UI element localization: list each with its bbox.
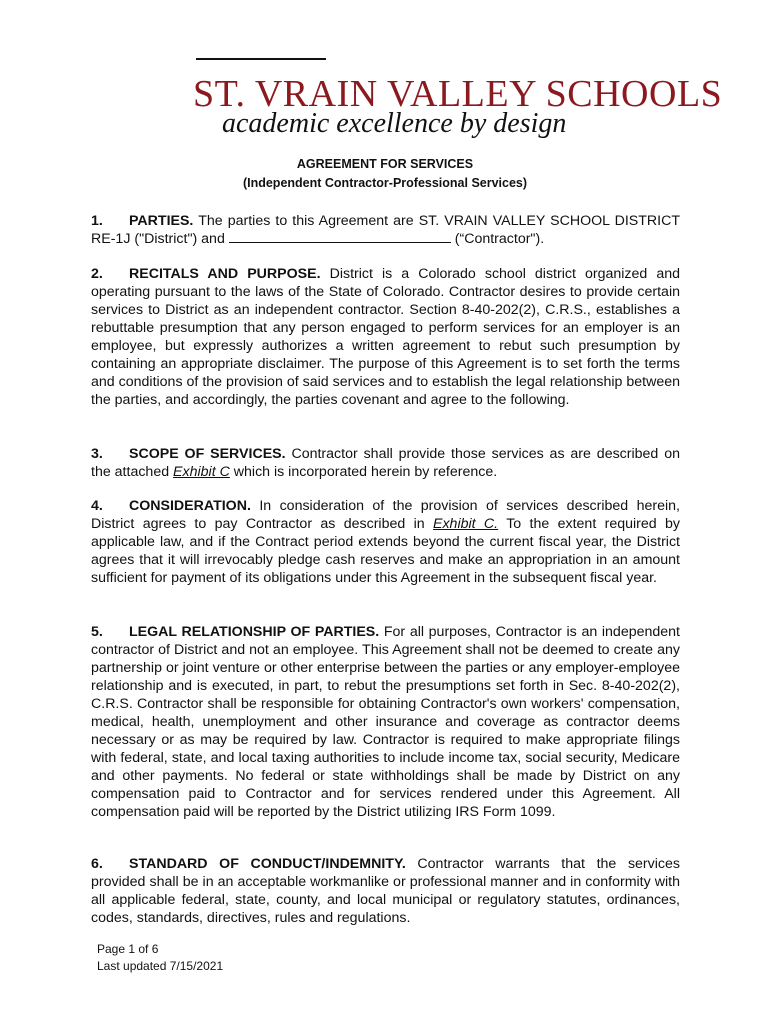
graduation-cap-icon [196,58,326,60]
section-text: The parties to this Agreement are ST. VRAIN VALLEY SCHOOL DISTRICT RE-1J ("District") and [91,213,681,247]
logo-tagline: academic excellence by design [222,108,567,139]
section-number: 4. [91,498,103,514]
page-number: Page 1 of 6 [97,942,159,956]
exhibit-reference: Exhibit C. [433,516,499,532]
section-heading: LEGAL RELATIONSHIP OF PARTIES. [129,624,380,640]
section-heading: STANDARD OF CONDUCT/INDEMNITY. [129,856,406,872]
section-text: For all purposes, Contractor is an independent contractor of District and not an employee. This Agreement shall not be deemed to create any partnership or joint venture or other enterprise between the parties or any employer-employee relationship and is executed, in part, to rebut the presumptions set forth in Sec. 8-40-202(2), C.R.S. Contractor shall be responsible for obtaining Contractor's own workers' compensation, medical, health, unemployment and other insurance and coverage as contractor deems necessary or as may be required by law. Contractor is required to make appropriate filings with federal, state, and local taxing authorities to include income tax, social security, Medicare and other payments. No federal or state withholdings shall be made by District on any compensation paid to Contractor and for services rendered under this Agreement. All compensation paid will be reported by the District utilizing IRS Form 1099. [91,624,680,820]
section-text: In consideration of the provision of services described herein, District agrees to pay Contractor as described in [91,498,680,532]
section-text: Contractor shall provide those services as are described on the attached [91,446,680,480]
section-text: Contractor warrants that the services provided shall be in an acceptable workmanlike or professional manner and in conformity with all applicable federal, state, county, and local municipal or regulatory statutes, ordinances, codes, standards, directives, rules and regulations. [91,856,680,926]
section-heading: PARTIES. [129,213,194,229]
document-title: AGREEMENT FOR SERVICES [296,157,474,171]
section-number: 1. [91,213,103,229]
section-number: 6. [91,856,103,872]
section-heading: CONSIDERATION. [129,498,251,514]
section-text: which is incorporated herein by reference. [233,464,498,480]
contractor-name-blank [229,230,451,243]
section-parties [91,212,680,248]
section-consideration [91,497,680,587]
section-heading: SCOPE OF SERVICES. [129,446,286,462]
section-legal-relationship [91,623,680,821]
section-text: (“Contractor"). [454,231,545,247]
last-updated: Last updated 7/15/2021 [97,959,224,973]
section-number: 5. [91,624,103,640]
document-subtitle: (Independent Contractor-Professional Services) [242,176,528,190]
section-heading: RECITALS AND PURPOSE. [129,266,321,282]
section-number: 3. [91,446,103,462]
section-number: 2. [91,266,103,282]
section-standard-of-conduct [91,855,680,927]
logo-name: ST. VRAIN VALLEY SCHOOLS [193,73,723,115]
section-scope [91,445,680,481]
section-text: To the extent required by applicable law, and if the Contract period extends beyond the current fiscal year, the District agrees that it will irrevocably pledge cash reserves and make an appropriation in an amount sufficient for payment of its obligations under this Agreement in the subsequent fiscal year. [91,516,680,586]
section-text: District is a Colorado school district organized and operating pursuant to the laws of the State of Colorado. Contractor desires to provide certain services to District as an independent contractor. Section 8-40-202(2), C.R.S., establishes a rebuttable presumption that any person engaged to perform services for an employer is an employee, but expressly authorizes a written agreement to rebut such presumption by containing an appropriate disclaimer. The purpose of this Agreement is to set forth the terms and conditions of the provision of said services and to establish the legal relationship between the parties, and accordingly, the parties covenant and agree to the following. [91,266,680,408]
section-recitals [91,265,680,409]
district-logo [190,52,723,142]
exhibit-reference: Exhibit C [173,464,230,480]
